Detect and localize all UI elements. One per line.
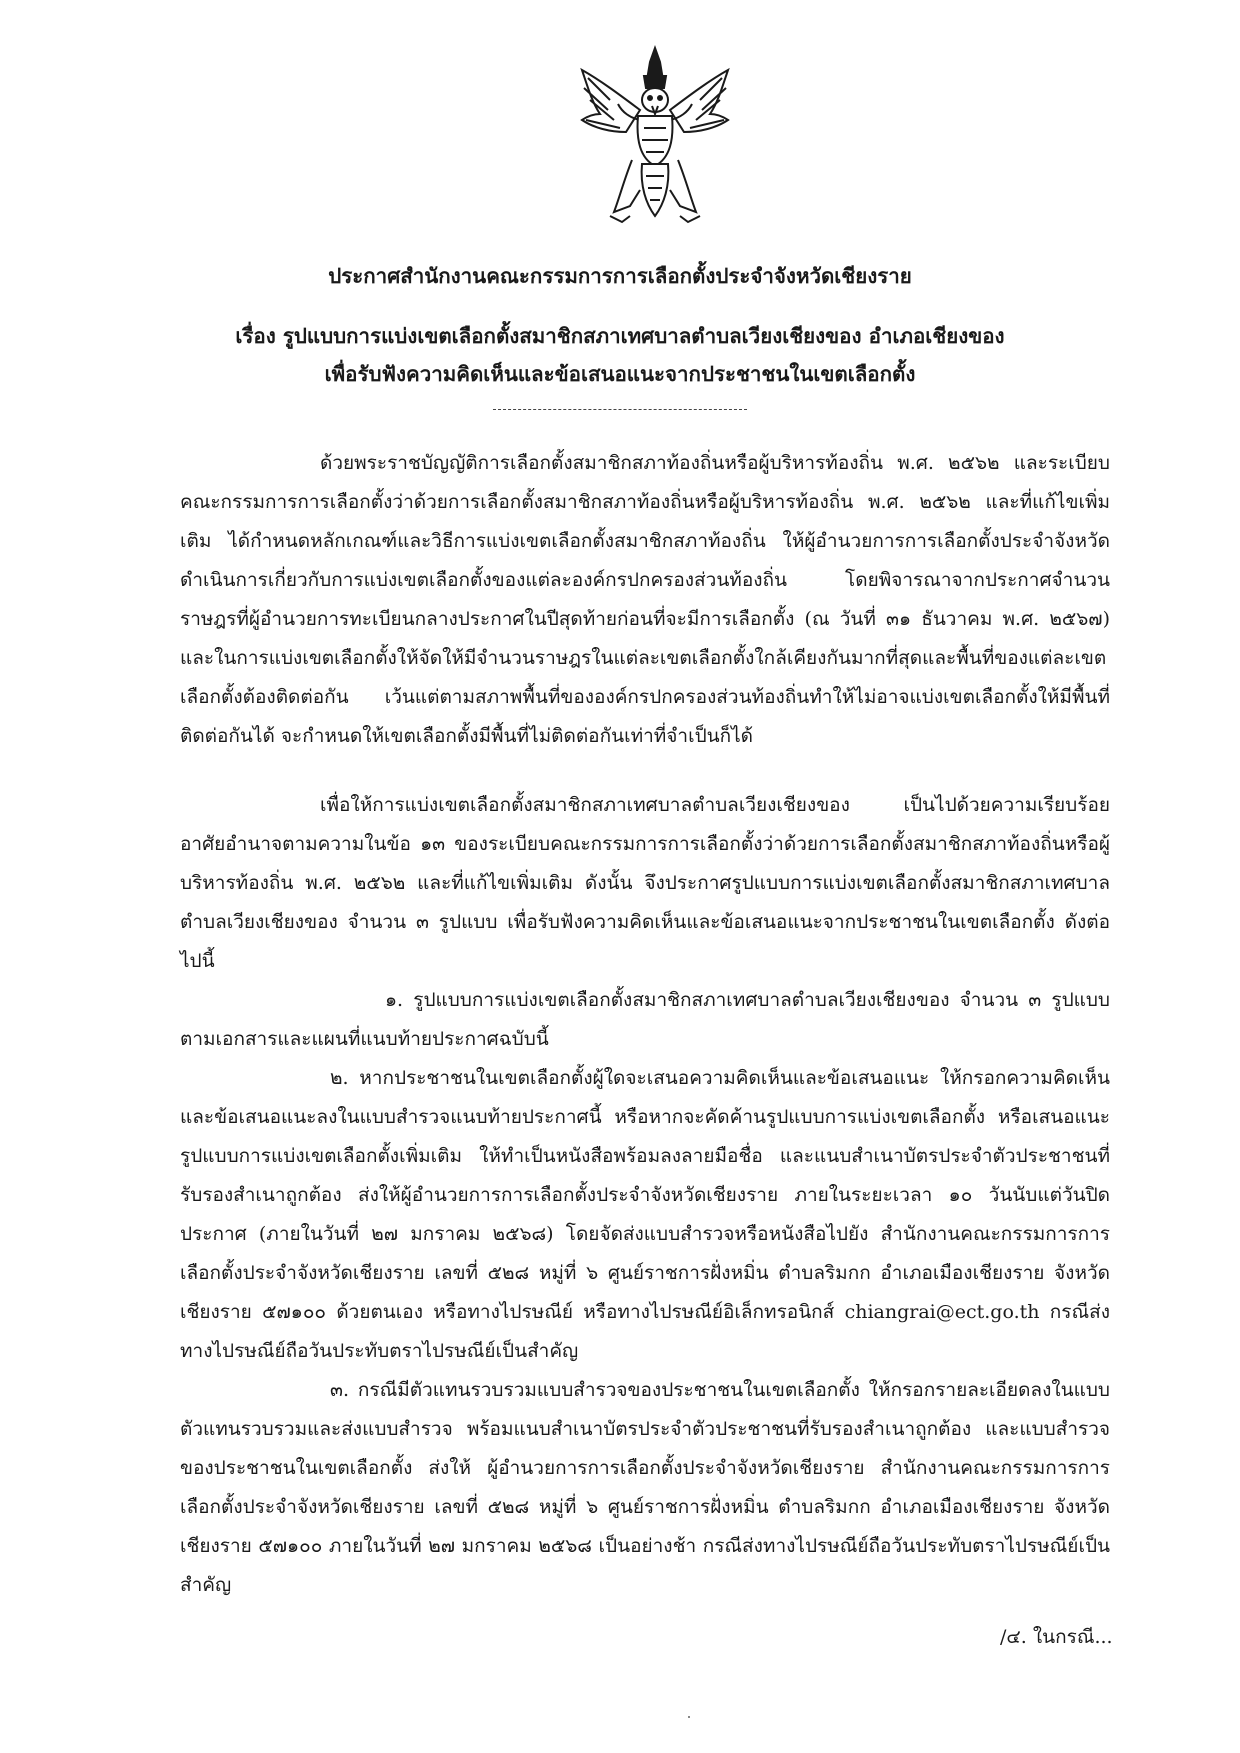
document-subject	[160, 317, 1080, 393]
subject-line-2: เพื่อรับฟังความคิดเห็นและข้อเสนอแนะจากประชาชนในเขตเลือกตั้ง	[324, 362, 916, 386]
garuda-emblem	[570, 40, 740, 230]
list-item-2: ๒. หากประชาชนในเขตเลือกตั้งผู้ใดจะเสนอความคิดเห็นและข้อเสนอแนะ ให้กรอกความคิดเห็นและข้อเสนอแนะลงในแบบสำรวจแนบท้ายประกาศนี้ หรือหากจะคัดค้านรูปแบบการแบ่งเขตเลือกตั้ง หรือเสนอแนะรูปแบบการแบ่งเขตเลือกตั้งเพิ่มเติม ให้ทำเป็นหนังสือพร้อมลงลายมือชื่อ และแนบสำเนาบัตรประจำตัวประชาชนที่รับรองสำเนาถูกต้อง ส่งให้ผู้อำนวยการการเลือกตั้งประจำจังหวัดเชียงราย ภายในระยะเวลา ๑๐ วันนับแต่วันปิดประกาศ (ภายในวันที่ ๒๗ มกราคม ๒๕๖๘) โดยจัดส่งแบบสำรวจหรือหนังสือไปยัง สำนักงานคณะกรรมการการเลือกตั้งประจำจังหวัดเชียงราย เลขที่ ๕๒๘ หมู่ที่ ๖ ศูนย์ราชการฝั่งหมิ่น ตำบลริมกก อำเภอเมืองเชียงราย จังหวัดเชียงราย ๕๗๑๐๐ ด้วยตนเอง หรือทางไปรษณีย์ หรือทางไปรษณีย์อิเล็กทรอนิกส์ chiangrai@ect.go.th กรณีส่งทางไปรษณีย์ถือวันประทับตราไปรษณีย์เป็นสำคัญ	[180, 1067, 1110, 1362]
document-title: ประกาศสำนักงานคณะกรรมการการเลือกตั้งประจำจังหวัดเชียงราย	[328, 264, 912, 288]
body-section-2	[180, 786, 1110, 1605]
continuation-marker: /๔. ในกรณี...	[1000, 1626, 1113, 1648]
scan-speck	[688, 1716, 690, 1718]
subject-line-1: เรื่อง รูปแบบการแบ่งเขตเลือกตั้งสมาชิกสภาเทศบาลตำบลเวียงเชียงของ อำเภอเชียงของ	[235, 324, 1005, 348]
body-section-1	[180, 444, 1110, 756]
list-item-1: ๑. รูปแบบการแบ่งเขตเลือกตั้งสมาชิกสภาเทศบาลตำบลเวียงเชียงของ จำนวน ๓ รูปแบบ ตามเอกสารและแผนที่แนบท้ายประกาศฉบับนี้	[180, 989, 1110, 1050]
title-divider	[493, 409, 747, 410]
list-item-3: ๓. กรณีมีตัวแทนรวบรวมแบบสำรวจของประชาชนในเขตเลือกตั้ง ให้กรอกรายละเอียดลงในแบบตัวแทนรวบรวมและส่งแบบสำรวจ พร้อมแนบสำเนาบัตรประจำตัวประชาชนที่รับรองสำเนาถูกต้อง และแบบสำรวจของประชาชนในเขตเลือกตั้ง ส่งให้ ผู้อำนวยการการเลือกตั้งประจำจังหวัดเชียงราย สำนักงานคณะกรรมการการเลือกตั้งประจำจังหวัดเชียงราย เลขที่ ๕๒๘ หมู่ที่ ๖ ศูนย์ราชการฝั่งหมิ่น ตำบลริมกก อำเภอเมืองเชียงราย จังหวัดเชียงราย ๕๗๑๐๐ ภายในวันที่ ๒๗ มกราคม ๒๕๖๘ เป็นอย่างช้า กรณีส่งทางไปรษณีย์ถือวันประทับตราไปรษณีย์เป็นสำคัญ	[180, 1379, 1110, 1596]
paragraph-authority: เพื่อให้การแบ่งเขตเลือกตั้งสมาชิกสภาเทศบาลตำบลเวียงเชียงของ เป็นไปด้วยความเรียบร้อย อาศัยอำนาจตามความในข้อ ๑๓ ของระเบียบคณะกรรมการการเลือกตั้งว่าด้วยการเลือกตั้งสมาชิกสภาท้องถิ่นหรือผู้บริหารท้องถิ่น พ.ศ. ๒๕๖๒ และที่แก้ไขเพิ่มเติม ดังนั้น จึงประกาศรูปแบบการแบ่งเขตเลือกตั้งสมาชิกสภาเทศบาลตำบลเวียงเชียงของ จำนวน ๓ รูปแบบ เพื่อรับฟังความคิดเห็นและข้อเสนอแนะจากประชาชนในเขตเลือกตั้ง ดังต่อไปนี้	[180, 794, 1110, 972]
paragraph-preamble: ด้วยพระราชบัญญัติการเลือกตั้งสมาชิกสภาท้องถิ่นหรือผู้บริหารท้องถิ่น พ.ศ. ๒๕๖๒ และระเบียบคณะกรรมการการเลือกตั้งว่าด้วยการเลือกตั้งสมาชิกสภาท้องถิ่นหรือผู้บริหารท้องถิ่น พ.ศ. ๒๕๖๒ และที่แก้ไขเพิ่มเติม ได้กำหนดหลักเกณฑ์และวิธีการแบ่งเขตเลือกตั้งสมาชิกสภาท้องถิ่น ให้ผู้อำนวยการการเลือกตั้งประจำจังหวัดดำเนินการเกี่ยวกับการแบ่งเขตเลือกตั้งของแต่ละองค์กรปกครองส่วนท้องถิ่น โดยพิจารณาจากประกาศจำนวนราษฎรที่ผู้อำนวยการทะเบียนกลางประกาศในปีสุดท้ายก่อนที่จะมีการเลือกตั้ง (ณ วันที่ ๓๑ ธันวาคม พ.ศ. ๒๕๖๗) และในการแบ่งเขตเลือกตั้งให้จัดให้มีจำนวนราษฎรในแต่ละเขตเลือกตั้งใกล้เคียงกันมากที่สุดและพื้นที่ของแต่ละเขตเลือกตั้งต้องติดต่อกัน เว้นแต่ตามสภาพพื้นที่ขององค์กรปกครองส่วนท้องถิ่นทำให้ไม่อาจแบ่งเขตเลือกตั้งให้มีพื้นที่ติดต่อกันได้ จะกำหนดให้เขตเลือกตั้งมีพื้นที่ไม่ติดต่อกันเท่าที่จำเป็นก็ได้	[180, 452, 1110, 747]
